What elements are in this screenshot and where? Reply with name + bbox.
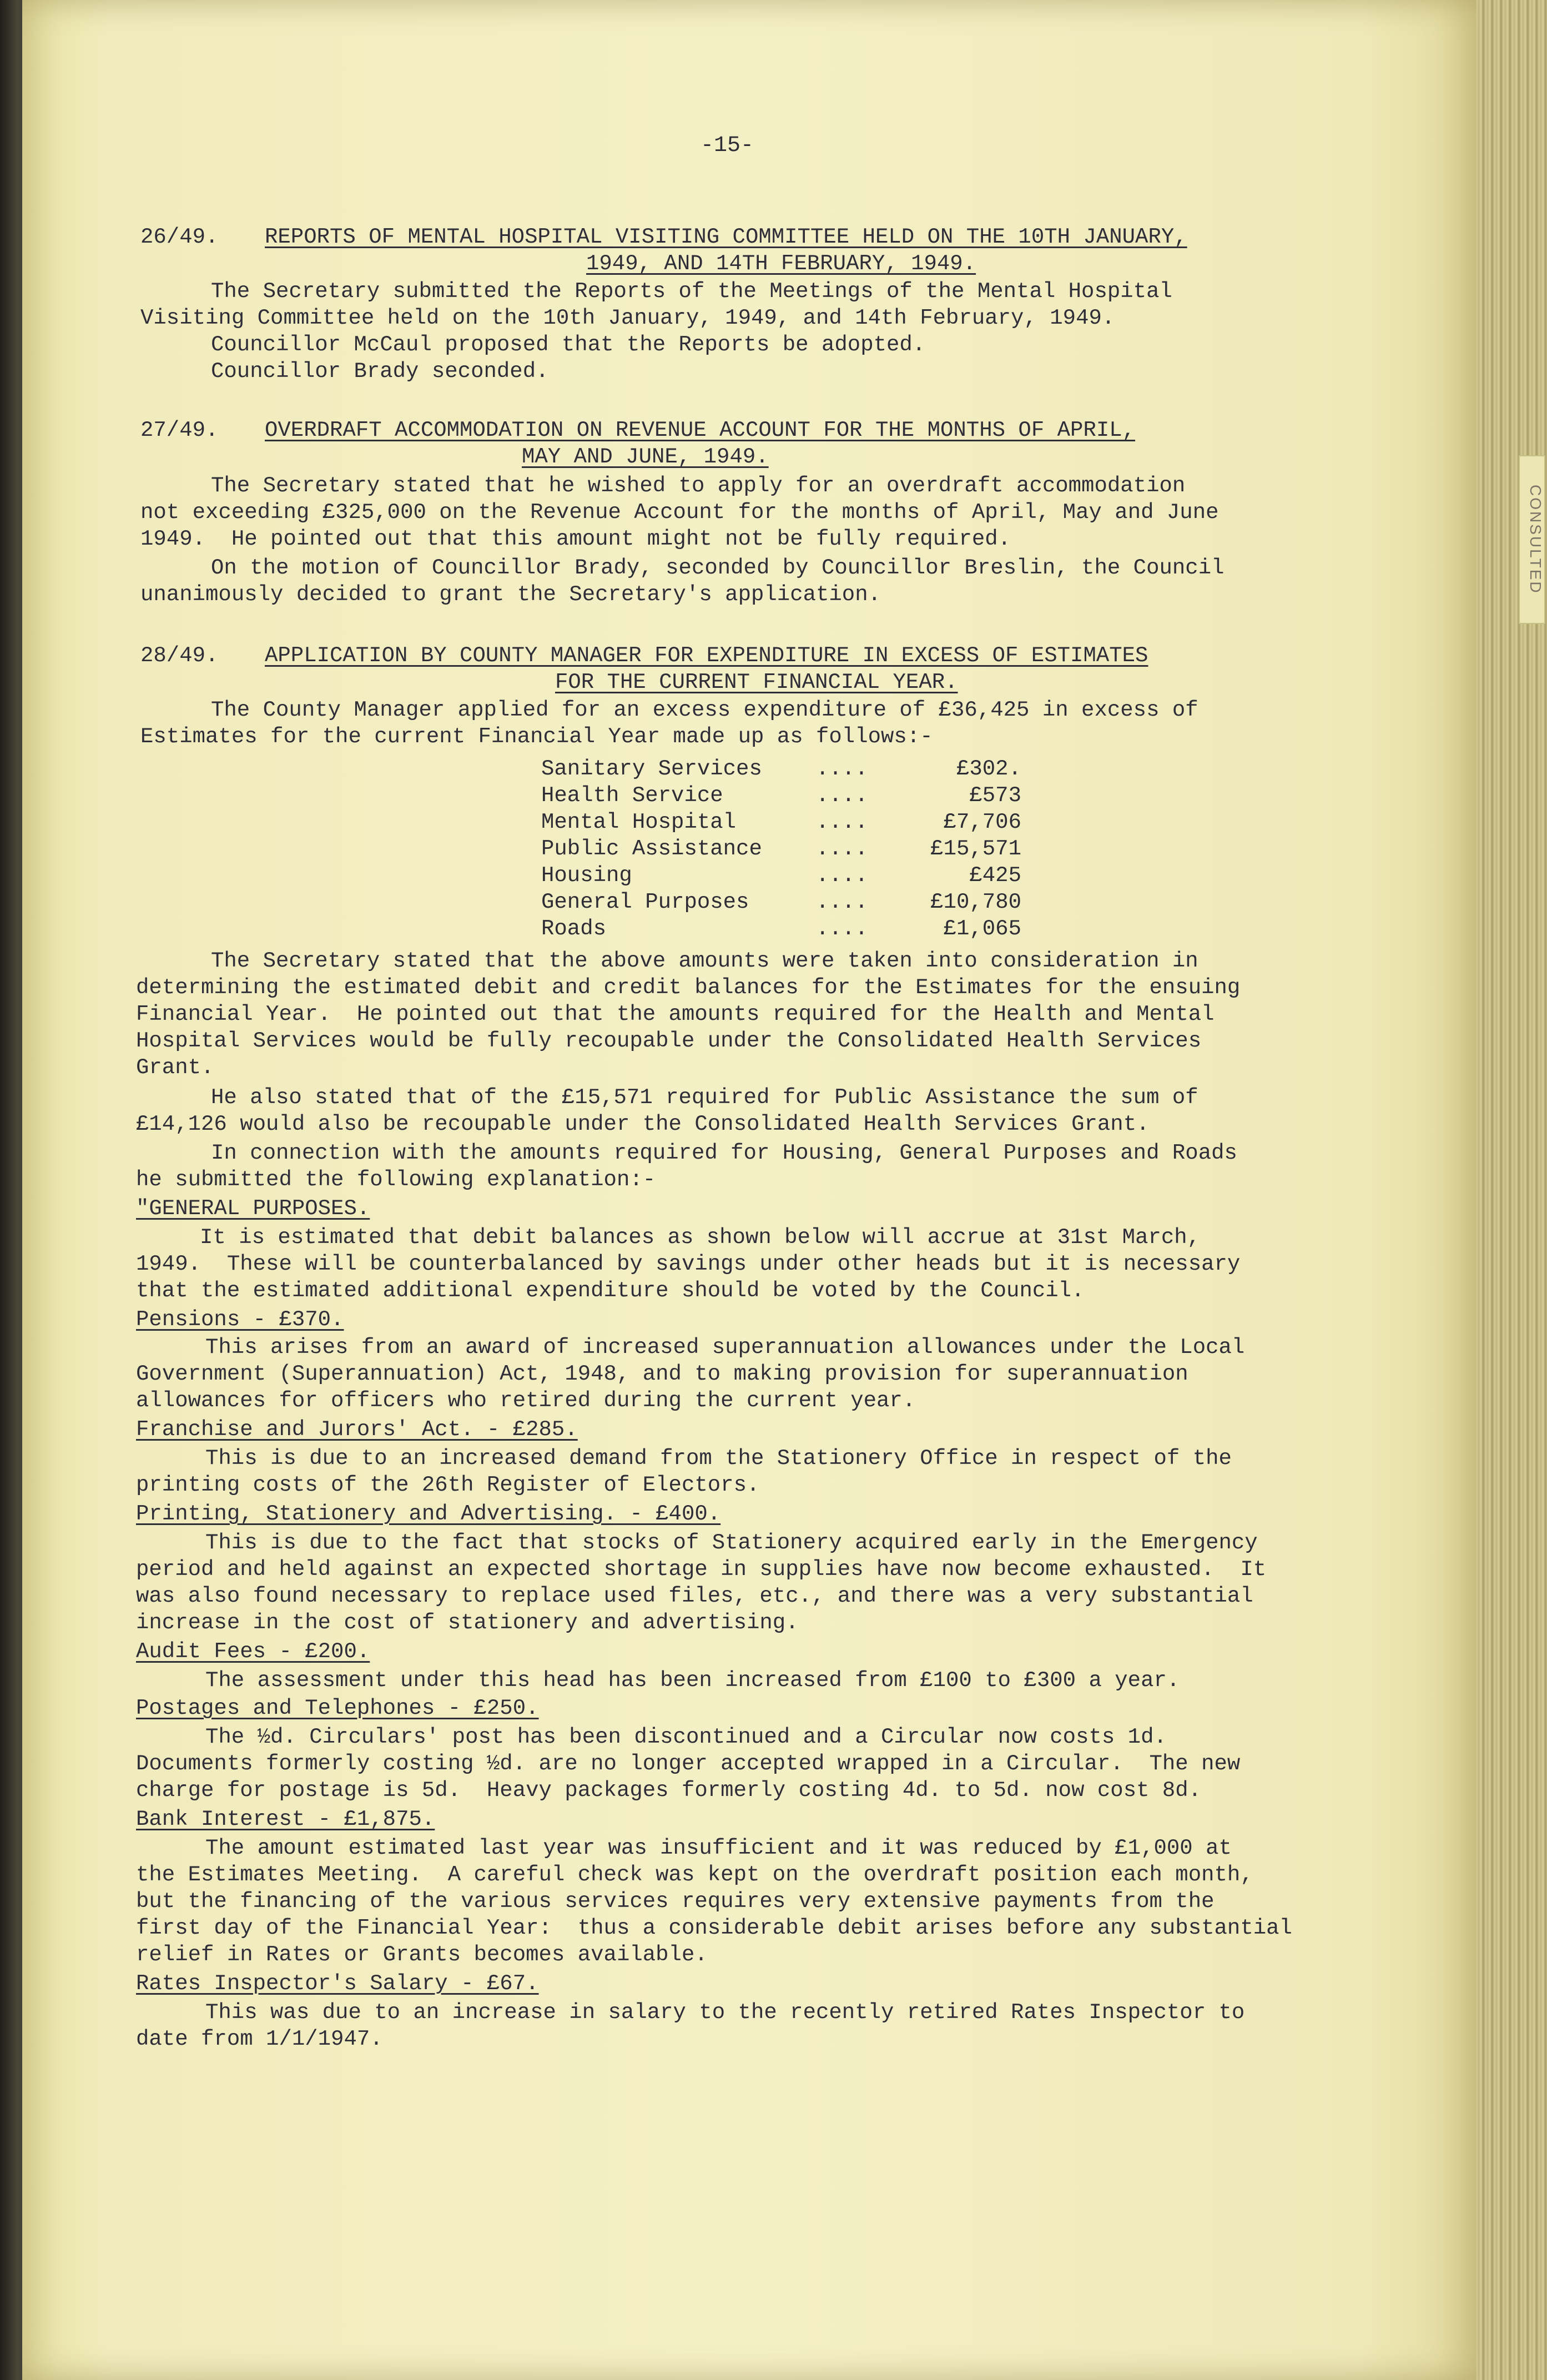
item-28-body-line: Estimates for the current Financial Year made up as follows:- <box>140 724 933 749</box>
general-purposes-intro-line: 1949. These will be counterbalanced by savings under other heads but it is necessary <box>136 1252 1241 1276</box>
subhead-body-line: The amount estimated last year was insufficient and it was reduced by £1,000 at <box>205 1836 1232 1860</box>
item-28-heading-line-1: APPLICATION BY COUNTY MANAGER FOR EXPENDITURE IN EXCESS OF ESTIMATES <box>265 643 1148 668</box>
item-28-explanation-line: determining the estimated debit and credit balances for the Estimates for the ensuing <box>136 975 1241 1000</box>
item-27-number: 27/49. <box>140 418 219 442</box>
subhead-body-line: charge for postage is 5d. Heavy packages formerly costing 4d. to 5d. now cost 8d. <box>136 1778 1202 1803</box>
item-27-body-line: The Secretary stated that he wished to apply for an overdraft accommodation <box>211 474 1186 498</box>
table-row-name: Mental Hospital <box>541 810 737 834</box>
table-row-amount: £15,571 <box>930 837 1021 861</box>
item-28-explanation-line: Financial Year. He pointed out that the amounts required for the Health and Mental <box>136 1002 1215 1027</box>
item-26-body-line: Councillor Brady seconded. <box>211 359 549 384</box>
table-row-dots: .... <box>816 757 868 781</box>
subhead-body-line: was also found necessary to replace used files, etc., and there was a very substantial <box>136 1584 1253 1608</box>
table-row-dots: .... <box>816 810 868 834</box>
table-row-dots: .... <box>816 890 868 914</box>
page-number: -15- <box>701 133 754 158</box>
item-27-body-line: not exceeding £325,000 on the Revenue Account for the months of April, May and June <box>140 500 1219 525</box>
item-28-heading-line-2: FOR THE CURRENT FINANCIAL YEAR. <box>555 670 958 695</box>
subhead-body-line: allowances for officers who retired during the current year. <box>136 1388 916 1413</box>
subhead-body-line: the Estimates Meeting. A careful check was kept on the overdraft position each month, <box>136 1863 1253 1887</box>
item-27-body-line: 1949. He pointed out that this amount might not be fully required. <box>140 527 1011 551</box>
table-row-amount: £10,780 <box>930 890 1021 914</box>
book-page-edges <box>1477 0 1547 2380</box>
item-26-body-line: The Secretary submitted the Reports of the Meetings of the Mental Hospital <box>211 279 1172 304</box>
subhead-body-line: This is due to the fact that stocks of Stationery acquired early in the Emergency <box>205 1531 1258 1555</box>
document-page <box>22 0 1477 2380</box>
table-row-dots: .... <box>816 917 868 941</box>
table-row-name: General Purposes <box>541 890 749 914</box>
item-27-heading-line-2: MAY AND JUNE, 1949. <box>522 445 769 469</box>
table-row-dots: .... <box>816 863 868 888</box>
subhead-audit-fees-title: Audit Fees - £200. <box>136 1639 370 1664</box>
item-26-number: 26/49. <box>140 225 219 249</box>
table-row-dots: .... <box>816 837 868 861</box>
item-28-explanation-line: The Secretary stated that the above amounts were taken into consideration in <box>211 949 1198 973</box>
subhead-body-line: This was due to an increase in salary to the recently retired Rates Inspector to <box>205 2000 1245 2025</box>
subhead-printing-title: Printing, Stationery and Advertising. - £400. <box>136 1502 721 1526</box>
subhead-body-line: Government (Superannuation) Act, 1948, and to making provision for superannuation <box>136 1362 1188 1386</box>
table-row-name: Housing <box>541 863 632 888</box>
item-26-heading-line-2: 1949, AND 14TH FEBRUARY, 1949. <box>586 251 976 276</box>
item-28-explanation-line: He also stated that of the £15,571 required for Public Assistance the sum of <box>211 1085 1198 1110</box>
subhead-franchise-title: Franchise and Jurors' Act. - £285. <box>136 1417 578 1442</box>
table-row-amount: £425 <box>969 863 1021 888</box>
subhead-bank-interest-title: Bank Interest - £1,875. <box>136 1807 435 1831</box>
subhead-rates-inspector-title: Rates Inspector's Salary - £67. <box>136 1971 539 1996</box>
subhead-pensions-title: Pensions - £370. <box>136 1307 344 1332</box>
item-27-body-line: unanimously decided to grant the Secretary's application. <box>140 582 881 607</box>
item-27-heading-line-1: OVERDRAFT ACCOMMODATION ON REVENUE ACCOUNT FOR THE MONTHS OF APRIL, <box>265 418 1136 442</box>
subhead-body-line: This arises from an award of increased superannuation allowances under the Local <box>205 1335 1245 1360</box>
subhead-body-line: printing costs of the 26th Register of Electors. <box>136 1473 760 1497</box>
subhead-body-line: increase in the cost of stationery and advertising. <box>136 1611 799 1635</box>
subhead-body-line: The ½d. Circulars' post has been discontinued and a Circular now costs 1d. <box>205 1725 1167 1749</box>
subhead-body-line: period and held against an expected shortage in supplies have now become exhausted. It <box>136 1557 1267 1582</box>
table-row-name: Health Service <box>541 783 723 808</box>
table-row-amount: £573 <box>969 783 1021 808</box>
item-28-explanation-line: Grant. <box>136 1055 214 1080</box>
subhead-body-line: relief in Rates or Grants becomes available. <box>136 1943 708 1967</box>
subhead-body-line: date from 1/1/1947. <box>136 2027 383 2051</box>
side-tab-label: CONSULTED <box>1519 455 1545 624</box>
subhead-body-line: but the financing of the various services requires very extensive payments from the <box>136 1889 1215 1914</box>
general-purposes-intro-line: that the estimated additional expenditure should be voted by the Council. <box>136 1279 1085 1303</box>
subhead-body-line: The assessment under this head has been increased from £100 to £300 a year. <box>205 1668 1180 1693</box>
table-row-name: Roads <box>541 917 607 941</box>
subhead-body-line: Documents formerly costing ½d. are no longer accepted wrapped in a Circular. The new <box>136 1752 1241 1776</box>
subhead-postages-title: Postages and Telephones - £250. <box>136 1696 539 1720</box>
item-26-body-line: Councillor McCaul proposed that the Reports be adopted. <box>211 333 926 357</box>
table-row-amount: £7,706 <box>943 810 1021 834</box>
subhead-body-line: This is due to an increased demand from the Stationery Office in respect of the <box>205 1446 1232 1471</box>
subhead-body-line: first day of the Financial Year: thus a considerable debit arises before any substantial <box>136 1916 1292 1940</box>
general-purposes-heading: "GENERAL PURPOSES. <box>136 1196 370 1221</box>
item-27-body-line: On the motion of Councillor Brady, seconded by Councillor Breslin, the Council <box>211 556 1225 580</box>
item-28-explanation-line: Hospital Services would be fully recoupable under the Consolidated Health Services <box>136 1029 1202 1053</box>
item-28-body-line: The County Manager applied for an excess expenditure of £36,425 in excess of <box>211 698 1198 722</box>
item-26-body-line: Visiting Committee held on the 10th January, 1949, and 14th February, 1949. <box>140 306 1115 330</box>
item-26-heading-line-1: REPORTS OF MENTAL HOSPITAL VISITING COMMITTEE HELD ON THE 10TH JANUARY, <box>265 225 1187 249</box>
item-28-explanation-line: In connection with the amounts required for Housing, General Purposes and Roads <box>211 1141 1237 1165</box>
table-row-name: Public Assistance <box>541 837 762 861</box>
table-row-name: Sanitary Services <box>541 757 762 781</box>
table-row-amount: £302. <box>956 757 1021 781</box>
item-28-number: 28/49. <box>140 643 219 668</box>
table-row-amount: £1,065 <box>943 917 1021 941</box>
table-row-dots: .... <box>816 783 868 808</box>
item-28-explanation-line: £14,126 would also be recoupable under the Consolidated Health Services Grant. <box>136 1112 1150 1136</box>
general-purposes-intro-line: It is estimated that debit balances as shown below will accrue at 31st March, <box>200 1225 1201 1250</box>
item-28-explanation-line: he submitted the following explanation:- <box>136 1168 656 1192</box>
